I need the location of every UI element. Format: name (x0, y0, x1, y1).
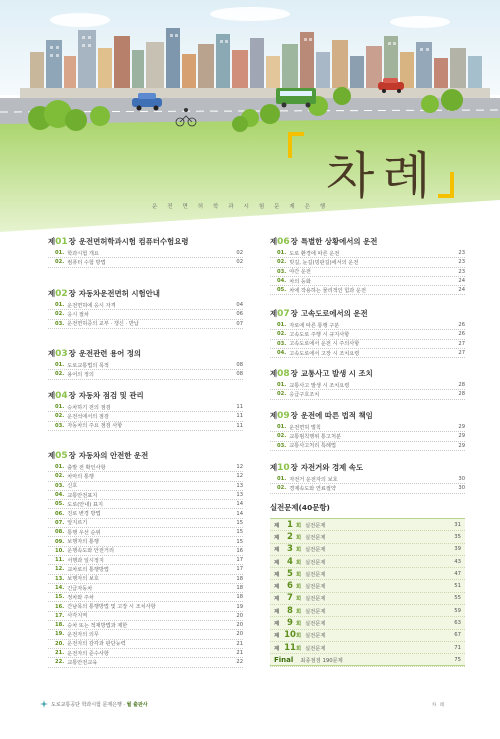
list-item[interactable]: 04. 교통안전표지 13 (48, 491, 243, 500)
list-item[interactable]: 05. 차에 작용하는 물리적인 힘과 운전 24 (270, 286, 465, 295)
practice-row[interactable]: 제 3 회 실전문제 39 (270, 544, 465, 556)
list-item[interactable]: 16. 간남목의 통행방법 및 고장 시 조치사항 19 (48, 602, 243, 611)
practice-row[interactable]: 제 7 회 실전문제 55 (270, 593, 465, 605)
list-item[interactable]: 13. 보행자의 보호 18 (48, 575, 243, 584)
list-item[interactable]: 08. 통행 우선 순위 15 (48, 528, 243, 537)
chapter-title: 제02장 자동차운전면허 시험안내 (48, 289, 160, 299)
footer-text: 도로교통공단 학과시험 문제은행 · (51, 701, 125, 708)
list-item[interactable]: 03. 신호 13 (48, 482, 243, 491)
chapter-title: 제07장 고속도로에서의 운전 (270, 309, 368, 319)
practice-row[interactable]: 제 2 회 실전문제 35 (270, 531, 465, 543)
publisher-logo-icon (40, 700, 48, 708)
list-item[interactable]: 02. 고속도로 주행 시 규지사항 26 (270, 330, 465, 339)
list-item[interactable]: 10. 운행속도와 안전거리 16 (48, 547, 243, 556)
list-item[interactable]: 01. 출발 전 확인사항 12 (48, 463, 243, 472)
list-item[interactable]: 07. 앞지르기 15 (48, 519, 243, 528)
list-item[interactable]: 01. 승차하기 전의 점검 11 (48, 403, 243, 412)
chapter-title: 제10장 자전거와 경제 속도 (270, 463, 364, 473)
list-item[interactable]: 12. 교차로의 통행방법 17 (48, 565, 243, 574)
list-item[interactable]: 02. 교통범칙행위 통고처분 29 (270, 432, 465, 441)
chapter-08[interactable] (270, 368, 465, 400)
list-item[interactable]: 01. 도로교통법의 목적 08 (48, 361, 243, 370)
list-item[interactable]: 01. 운전면허에 응시 자격 04 (48, 301, 243, 310)
practice-row[interactable]: 제 6 회 실전문제 51 (270, 580, 465, 592)
list-item[interactable]: 20. 운전자의 감각과 판단능력 21 (48, 640, 243, 649)
list-item[interactable]: 02. 용어의 정의 08 (48, 370, 243, 379)
list-item[interactable]: 04. 고속도로에서 고장 시 조치요령 27 (270, 349, 465, 358)
chapter-title: 제08장 교통사고 발생 시 조치 (270, 369, 373, 379)
practice-row[interactable]: 제 4 회 실전문제 43 (270, 556, 465, 568)
chapter-title: 제04장 자동차 점검 및 관리 (48, 391, 144, 401)
list-item[interactable]: 19. 운전자의 의무 20 (48, 630, 243, 639)
chapter-05[interactable] (48, 450, 243, 668)
chapter-title: 제09장 운전에 따른 법적 책임 (270, 411, 373, 421)
chapter-title: 제06장 특별한 상황에서의 운전 (270, 237, 378, 247)
list-item[interactable]: 18. 승차 또는 적재방법과 제한 20 (48, 621, 243, 630)
list-item[interactable]: 02. 컴퓨터 수험 방법 02 (48, 258, 243, 267)
list-item[interactable]: 02. 운전석에서의 점검 11 (48, 412, 243, 421)
list-item[interactable]: 06. 진로 변경 방법 14 (48, 509, 243, 518)
list-item[interactable]: 03. 운전면허증의 교부 · 갱신 · 반납 07 (48, 320, 243, 329)
practice-box (270, 518, 465, 666)
list-item[interactable]: 09. 보행자의 통행 15 (48, 537, 243, 546)
list-item[interactable]: 01. 운전면허 벌칙 29 (270, 423, 465, 432)
practice-row[interactable]: 제 1 회 실전문제 31 (270, 519, 465, 531)
page-title: 차례 (326, 147, 439, 205)
footer (40, 700, 148, 708)
chapter-10[interactable] (270, 462, 465, 494)
chapter-title: 제05장 자동차의 안전한 운전 (48, 451, 149, 461)
list-item[interactable]: 02. 응급구호조치 28 (270, 390, 465, 399)
chapter-07[interactable] (270, 308, 465, 358)
list-item[interactable]: 02. 응시 절차 06 (48, 310, 243, 319)
footer-brand: 월 출판사 (126, 701, 148, 708)
list-item[interactable]: 01. 학과시험 개요 02 (48, 249, 243, 258)
list-item[interactable]: 14. 긴급자동차 18 (48, 584, 243, 593)
practice-row[interactable]: 제 8 회 실전문제 59 (270, 605, 465, 617)
list-item[interactable]: 03. 야간 운전 23 (270, 268, 465, 277)
chapter-03[interactable] (48, 348, 243, 380)
list-item[interactable]: 02. 차마의 통행 12 (48, 472, 243, 481)
chapter-02[interactable] (48, 288, 243, 329)
list-item[interactable]: 03. 교통사고처리 특례법 29 (270, 442, 465, 451)
list-item[interactable]: 11. 서행과 일시정지 17 (48, 556, 243, 565)
list-item[interactable]: 21. 운전자의 준수사항 21 (48, 649, 243, 658)
list-item[interactable]: 17. 사각지역 20 (48, 612, 243, 621)
chapter-09[interactable] (270, 410, 465, 451)
list-item[interactable]: 01. 자전거 운전자의 보호 30 (270, 475, 465, 484)
practice-row[interactable]: 제 11 회 실전문제 71 (270, 642, 465, 654)
chapter-06[interactable] (270, 236, 465, 295)
chapter-title: 제01장 운전면허학과시험 컴퓨터수험요령 (48, 237, 189, 247)
list-item[interactable]: 01. 자로에 따른 통행 구분 26 (270, 321, 465, 330)
title-block (282, 130, 472, 212)
list-item[interactable]: 22. 교통안전교육 22 (48, 658, 243, 667)
list-item[interactable]: 03. 고속도로에서 운전 시 주의사항 27 (270, 340, 465, 349)
chapter-01[interactable] (48, 236, 243, 268)
list-item[interactable]: 02. 빗길, 눈길(빙판길)에서의 운전 23 (270, 258, 465, 267)
list-item[interactable]: 02. 경제속도와 연료절약 30 (270, 484, 465, 493)
list-item[interactable]: 01. 도로 환경에 따른 운전 23 (270, 249, 465, 258)
list-item[interactable]: 01. 교통사고 발생 시 조치요령 28 (270, 381, 465, 390)
practice-final-row[interactable]: Final 최종점검 190문제 75 (270, 654, 465, 666)
list-item[interactable]: 03. 자동차의 주요 점검 사항 11 (48, 422, 243, 431)
list-item[interactable]: 15. 정차와 주차 18 (48, 593, 243, 602)
practice-row[interactable]: 제 5 회 실전문제 47 (270, 568, 465, 580)
practice-heading: 실전문제(40문항) (270, 503, 330, 512)
page-label: 차 례 (431, 703, 445, 708)
list-item[interactable]: 04. 차의 등화 24 (270, 277, 465, 286)
chapter-title: 제03장 운전관련 용어 정의 (48, 349, 142, 359)
practice-row[interactable]: 제 9 회 실전문제 63 (270, 617, 465, 629)
list-item[interactable]: 05. 도로(안내) 표지 14 (48, 500, 243, 509)
chapter-04[interactable] (48, 390, 243, 431)
page-subtitle: 운 전 면 허 학 과 시 험 문 제 은 행 (152, 204, 330, 210)
practice-row[interactable]: 제 10 회 실전문제 67 (270, 630, 465, 642)
